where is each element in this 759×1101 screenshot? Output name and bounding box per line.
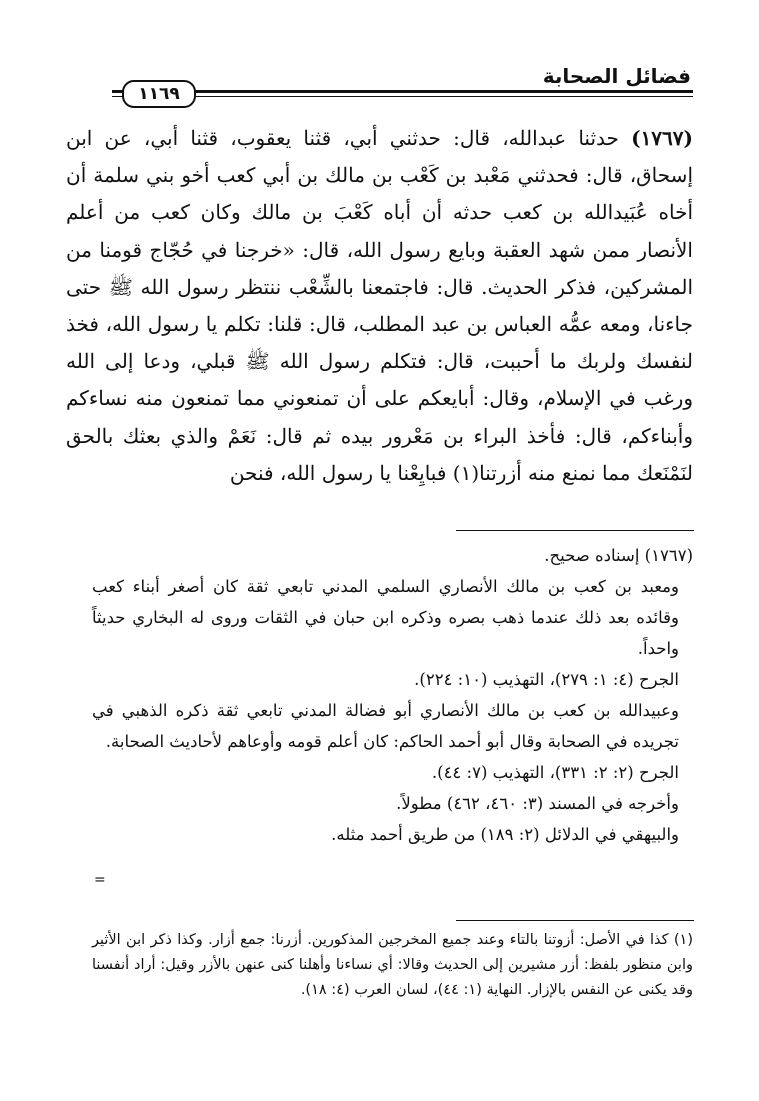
hadith-number: (١٧٦٧): [631, 126, 693, 150]
continuation-mark: =: [94, 872, 106, 888]
isnad-grade: (١٧٦٧) إسناده صحيح.: [544, 546, 693, 565]
hadith-paragraph: [66, 120, 693, 492]
header-rule-thin: [112, 96, 693, 97]
hadith-body: حدثنا عبدالله، قال: حدثني أبي، قثنا يعقوب، قثنا أبي، عن ابن إسحاق، قال: فحدثني مَعْبد بن كَعْب بن مالك بن أبي كعب أخو بني سلمة أن أخاه عُبَيدالله بن كعب حدثه أن أباه كَعْبَ بن مالك وكان كعب من أعلم الأنصار ممن شهد العقبة وبايع رسول الله، قال: «خرجنا في حُجّاج قومنا من المشركين، فذكر الحديث. قال: فاجتمعنا بالشِّعْب ننتظر رسول الله ﷺ حتى جاءنا، ومعه عمُّه العباس بن عبد المطلب، قال: قلنا: تكلم يا رسول الله، فخذ لنفسك ولربك ما أحببت، قال: فتكلم رسول الله ﷺ قبلي، ودعا إلى الله ورغب في الإسلام، وقال: أبايعكم على أن تمنعوني مما تمنعون منه نساءكم وأبناءكم، قال: فأخذ البراء بن مَعْرور بيده ثم قال: نَعَمْ والذي بعثك بالحق لنَمْنَعك مما نمنع منه أزرتنا(١) فبايِعْنا يا رسول الله، فنحن: [66, 126, 693, 485]
footnote-block: [92, 928, 693, 1003]
reference-line: والبيهقي في الدلائل (٢: ١٨٩) من طريق أحمد مثله.: [331, 825, 679, 844]
reference-line: الجرح (٢: ٢: ٣٣١)، التهذيب (٧: ٤٤).: [431, 763, 679, 782]
footnote-separator: [456, 920, 694, 921]
running-header-title: فضائل الصحابة: [542, 64, 691, 88]
footnote-text: (١) كذا في الأصل: أزوتنا بالتاء وعند جميع المخرجين المذكورين. أزرنا: جمع أزار. وكذا ذكر ابن الأثير وابن منظور بلفظ: أزر مشيرين إلى الحديث وقالا: أي نساءنا وأهلنا كنى عنهن بالأزر وقيل: أراد أنفسنا وقد يكنى عن النفس بالإزار. النهاية (١: ٤٤)، لسان العرب (٤: ١٨).: [92, 932, 693, 998]
hadith-text-block: [66, 120, 693, 492]
header-rule: [112, 90, 693, 93]
commentary-block: [92, 540, 693, 850]
narrator-note-ubaidullah: وعبيدالله بن كعب بن مالك الأنصاري أبو فضالة المدني تابعي ثقة ذكره الذهبي في تجريده في الصحابة وقال أبو أحمد الحاكم: كان أعلم قومه وأوعاهم لأحاديث الصحابة.: [92, 701, 679, 751]
reference-line: وأخرجه في المسند (٣: ٤٦٠، ٤٦٢) مطولاً.: [396, 794, 679, 813]
notes-separator: [456, 530, 694, 531]
reference-line: الجرح (٤: ١: ٢٧٩)، التهذيب (١٠: ٢٢٤).: [414, 670, 679, 689]
page-number: ١١٦٩: [122, 80, 196, 108]
narrator-note-mabad: ومعبد بن كعب بن مالك الأنصاري السلمي المدني تابعي ثقة كان أصغر أبناء كعب وقائده بعد ذلك عندما ذهب بصره وذكره ابن حبان في الثقات وروى له البخاري حديثاً واحداً.: [92, 577, 679, 658]
